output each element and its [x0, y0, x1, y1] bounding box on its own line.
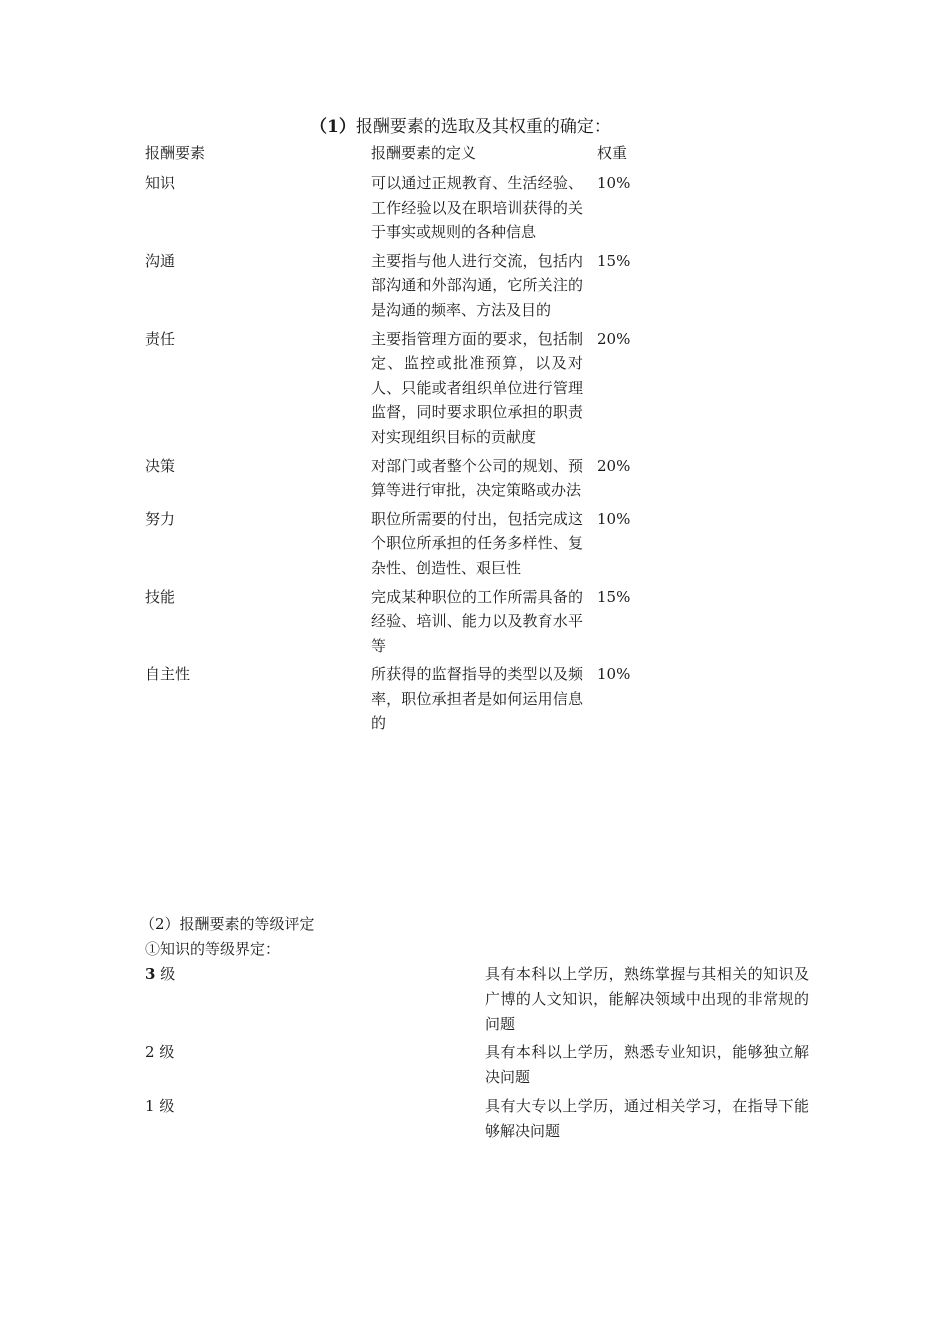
- table-header: [145, 141, 645, 167]
- level-number: 3: [145, 965, 156, 983]
- section1-title-text: 报酬要素的选取及其权重的确定：: [355, 117, 611, 137]
- section1-title-number: （1）: [310, 117, 356, 137]
- factor-weight: 15%: [597, 251, 631, 270]
- factor-weight: 10%: [597, 665, 631, 684]
- header-factor: 报酬要素: [145, 144, 206, 162]
- factor-name: 沟通: [145, 251, 176, 270]
- level-number: 2: [145, 1043, 155, 1062]
- factor-definition: 职位所需要的付出，包括完成这个职位所承担的任务多样性、复杂性、创造性、艰巨性: [371, 509, 583, 577]
- factor-weight: 15%: [597, 587, 631, 606]
- factor-name: 技能: [145, 587, 176, 606]
- factor-weight: 10%: [597, 509, 631, 528]
- factor-name: 努力: [145, 509, 176, 528]
- level-unit: 级: [155, 965, 176, 983]
- factor-name: 责任: [145, 329, 176, 348]
- table-row: [145, 249, 645, 323]
- level-unit: 级: [154, 1096, 175, 1115]
- level-description: 具有本科以上学历，熟练掌握与其相关的知识及广博的人文知识，能解决领域中出现的非常规的问题: [485, 965, 809, 1033]
- level-label: [145, 1094, 174, 1119]
- factor-definition: 所获得的监督指导的类型以及频率，职位承担者是如何运用信息的: [371, 665, 583, 733]
- table-row: [145, 662, 645, 736]
- table-row: [145, 327, 645, 450]
- table-row: [145, 454, 645, 503]
- list-item: [145, 962, 815, 1036]
- level-description: 具有本科以上学历，熟悉专业知识，能够独立解决问题: [485, 1043, 809, 1087]
- level-unit: 级: [154, 1043, 175, 1062]
- factor-definition: 可以通过正规教育、生活经验、工作经验以及在职培训获得的关于事实或规则的各种信息: [371, 174, 583, 242]
- list-item: [145, 1040, 815, 1090]
- factor-definition: 主要指与他人进行交流，包括内部沟通和外部沟通，它所关注的是沟通的频率、方法及目的: [371, 251, 583, 319]
- factor-name: 自主性: [145, 665, 191, 684]
- level-label: [145, 1040, 174, 1065]
- table-row: [145, 171, 645, 245]
- section2-subtitle: ①知识的等级界定：: [145, 940, 281, 958]
- factor-weight: 10%: [597, 174, 631, 192]
- list-item: [145, 1094, 815, 1144]
- factor-definition: 主要指管理方面的要求，包括制定、监控或批准预算，以及对人、只能或者组织单位进行管理监督，同时要求职位承担的职责对实现组织目标的贡献度: [371, 329, 583, 446]
- level-description: 具有大专以上学历，通过相关学习，在指导下能够解决问题: [485, 1096, 809, 1140]
- level-number: 1: [145, 1096, 155, 1115]
- factor-name: 决策: [145, 456, 176, 475]
- header-weight: 权重: [597, 144, 628, 162]
- section2-title: （2）报酬要素的等级评定: [140, 915, 315, 933]
- factor-weight: 20%: [597, 329, 631, 348]
- knowledge-level-list: [145, 962, 815, 1148]
- table-row: [145, 585, 645, 659]
- factor-definition: 对部门或者整个公司的规划、预算等进行审批，决定策略或办法: [371, 456, 583, 500]
- factor-definition: 完成某种职位的工作所需具备的经验、培训、能力以及教育水平等: [371, 587, 583, 655]
- factor-weight: 20%: [597, 456, 631, 475]
- table-row: [145, 507, 645, 581]
- level-label: [145, 962, 175, 987]
- factor-name: 知识: [145, 174, 176, 192]
- compensation-factor-table: [145, 141, 645, 740]
- section1-title: [310, 115, 640, 139]
- header-definition: 报酬要素的定义: [371, 144, 477, 162]
